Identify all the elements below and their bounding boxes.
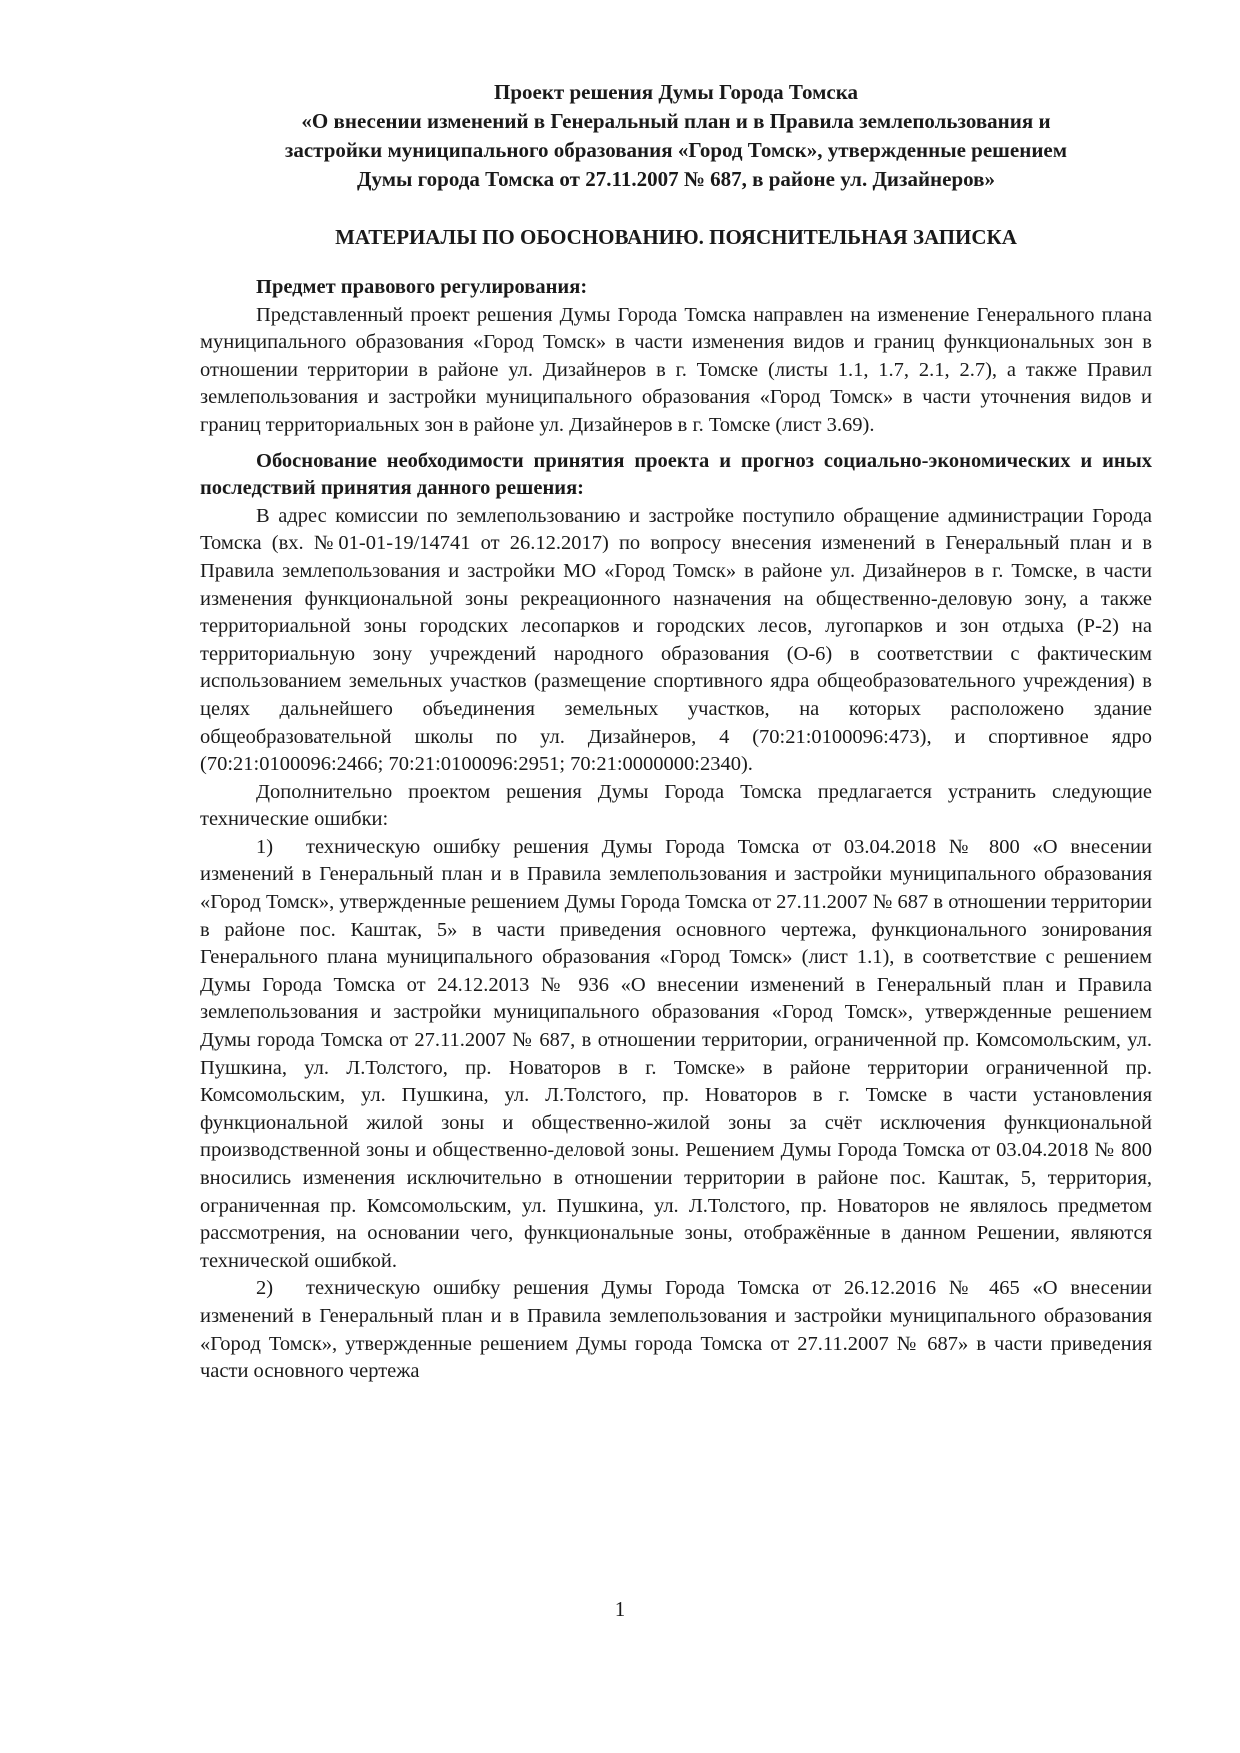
justification-heading: Обоснование необходимости принятия проекта и прогноз социально-экономических и иных последствий принятия данного решения: <box>200 449 1152 500</box>
justification-text: В адрес комиссии по землепользованию и застройке поступило обращение администрации Города Томска (вх. №01-01-19/14741 от 26.12.2017) по вопросу внесения изменений в Генеральный план и в Правила землепользования и застройки МО «Город Томск» в районе ул. Дизайнеров в г. Томске, в части изменения функциональной зоны рекреационного назначения на общественно-деловую зону, а также территориальной зоны городских лесопарков и городских лесов, лугопарков и зон отдыха (Р-2) на территориальную зону учреждений народного образования (О-6) в соответствии с фактическим использованием земельных участков (размещение спортивного ядра общеобразовательного учреждения) в целях дальнейшего объединения земельных участков, на которых расположено здание общеобразовательной школы по ул. Дизайнеров, 4 (70:21:0100096:473), и спортивное ядро (70:21:0100096:2466; 70:21:0100096:2951; 70:21:0000000:2340). <box>200 504 1152 776</box>
list-number: 1) <box>256 835 274 858</box>
errors-list <box>200 834 1152 1386</box>
title-line: Думы города Томска от 27.11.2007 № 687, в районе ул. Дизайнеров» <box>357 167 995 191</box>
list-text: техническую ошибку решения Думы Города Томска от 26.12.2016 № 465 «О внесении изменений в Генеральный план и в Правила землепользования и застройки муниципального образования «Город Томск», утвержденные решением Думы города Томска от 27.11.2007 № 687» в части приведения части основного чертежа <box>200 1277 1152 1383</box>
section-heading: МАТЕРИАЛЫ ПО ОБОСНОВАНИЮ. ПОЯСНИТЕЛЬНАЯ ЗАПИСКА <box>335 225 1017 249</box>
title-line: застройки муниципального образования «Город Томск», утвержденные решением <box>284 138 1068 162</box>
title-line: «О внесении изменений в Генеральный план и в Правила землепользования и <box>301 109 1051 133</box>
subject-heading: Предмет правового регулирования: <box>256 276 588 298</box>
document-title <box>200 78 1152 194</box>
justification-section <box>200 448 1152 834</box>
page-number: 1 <box>614 1597 626 1621</box>
list-item <box>200 1275 1152 1385</box>
subject-text: Представленный проект решения Думы Города Томска направлен на изменение Генерального плана муниципального образования «Город Томск» в части изменения видов и границ функциональных зон в отношении территории в районе ул. Дизайнеров в г. Томске (листы 1.1, 1.7, 2.1, 2.7), а также Правил землепользования и застройки муниципального образования «Город Томск» в части уточнения видов и границ территориальных зон в районе ул. Дизайнеров в г. Томске (лист 3.69). <box>200 303 1152 436</box>
list-item <box>200 834 1152 1276</box>
additional-text: Дополнительно проектом решения Думы Города Томска предлагается устранить следующие технические ошибки: <box>200 780 1152 831</box>
subject-section <box>200 274 1152 440</box>
title-line: Проект решения Думы Города Томска <box>493 80 858 104</box>
list-text: техническую ошибку решения Думы Города Томска от 03.04.2018 № 800 «О внесении изменений в Генеральный план и в Правила землепользования и застройки муниципального образования «Город Томск», утвержденные решением Думы Города Томска от 27.11.2007 № 687 в отношении территории в районе пос. Каштак, 5» в части приведения основного чертежа, функционального зонирования Генерального плана муниципального образования «Город Томск» (лист 1.1), в соответствие с решением Думы Города Томска от 24.12.2013 № 936 «О внесении изменений в Генеральный план и Правила землепользования и застройки муниципального образования «Город Томск», утвержденные решением Думы города Томска от 27.11.2007 № 687, в отношении территории, ограниченной пр. Комсомольским, ул. Пушкина, ул. Л.Толстого, пр. Новаторов в г. Томске» в районе территории ограниченной пр. Комсомольским, ул. Пушкина, ул. Л.Толстого, пр. Новаторов в г. Томске в части установления функциональной жилой зоны и общественно-жилой зоны за счёт исключения функциональной производственной зоны и общественно-деловой зоны. Решением Думы Города Томска от 03.04.2018 № 800 вносились изменения исключительно в отношении территории в районе пос. Каштак, 5, территория, ограниченная пр. Комсомольским, ул. Пушкина, ул. Л.Толстого, пр. Новаторов не являлось предметом рассмотрения, на основании чего, функциональные зоны, отображённые в данном Решении, являются технической ошибкой. <box>200 835 1152 1272</box>
list-number: 2) <box>256 1277 274 1300</box>
